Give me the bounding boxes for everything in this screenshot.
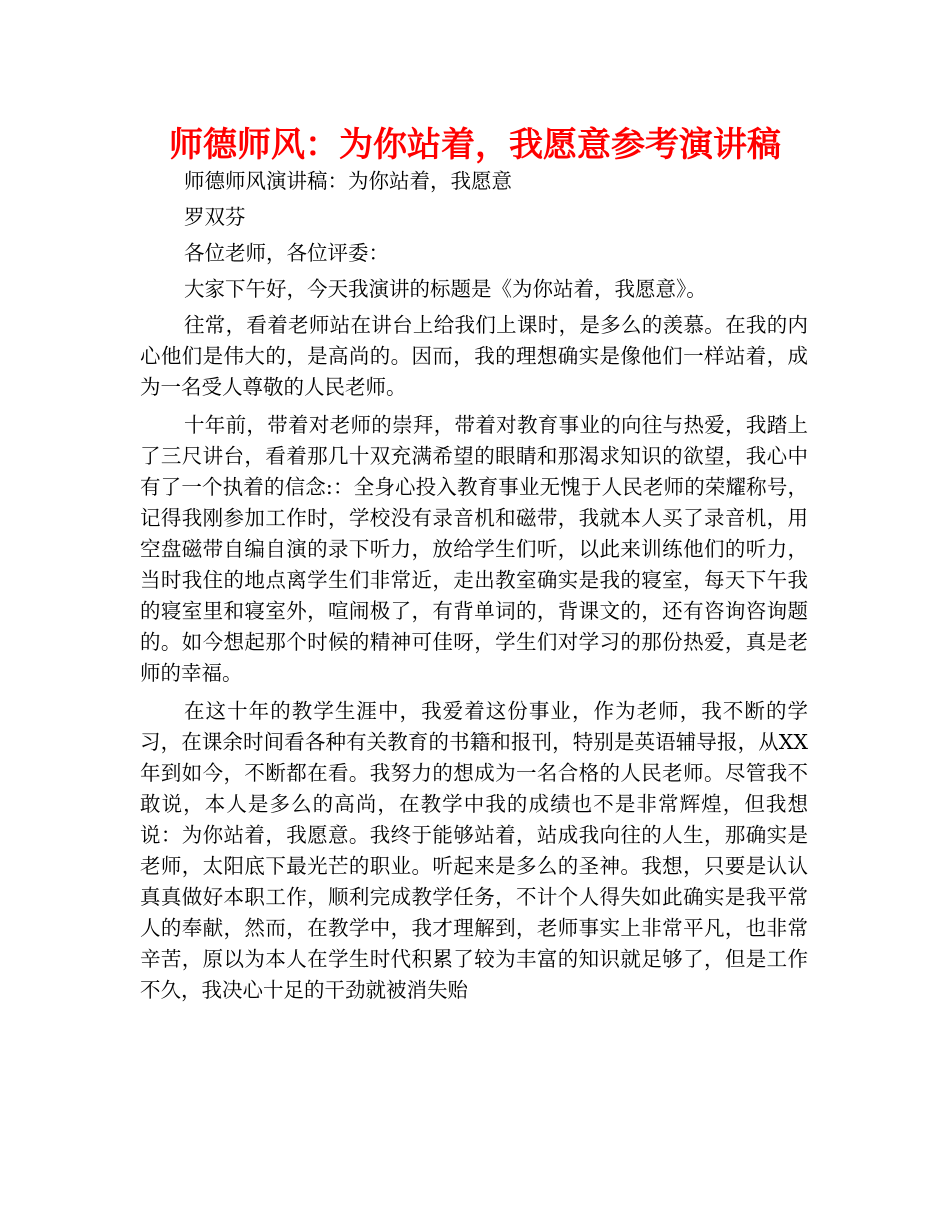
speech-subtitle: 师德师风演讲稿：为你站着，我愿意 bbox=[184, 169, 512, 193]
body-paragraph: 往常，看着老师站在讲台上给我们上课时，是多么的羡慕。在我的内心他们是伟大的，是高尚的。因而，我的理想确实是像他们一样站着，成为一名受人尊敬的人民老师。 bbox=[140, 313, 808, 399]
greeting-paragraph: 大家下午好，今天我演讲的标题是《为你站着，我愿意》。 bbox=[184, 277, 707, 301]
body-paragraph: 在这十年的教学生涯中，我爱着这份事业，作为老师，我不断的学习，在课余时间看各种有关教育的书籍和报刊，特别是英语辅导报，从XX年到如今，不断都在看。我努力的想成为一名合格的人民老师。尽管我不敢说，本人是多么的高尚，在教学中我的成绩也不是非常辉煌，但我想说：为你站着，我愿意。我终于能够站着，站成我向往的人生，那确实是老师，太阳底下最光芒的职业。听起来是多么的圣神。我想，只要是认认真真做好本职工作，顺利完成教学任务，不计个人得失如此确实是我平常人的奉献，然而，在教学中，我才理解到，老师事实上非常平凡，也非常辛苦，原以为本人在学生时代积累了较为丰富的知识就足够了，但是工作不久，我决心十足的干劲就被消失贻 bbox=[140, 699, 808, 1002]
document-title: 师德师风：为你站着，我愿意参考演讲稿 bbox=[169, 125, 781, 165]
document-body bbox=[140, 166, 808, 1013]
author-name: 罗双芬 bbox=[184, 205, 246, 229]
body-paragraph: 十年前，带着对老师的崇拜，带着对教育事业的向往与热爱，我踏上了三尺讲台，看着那几十双充满希望的眼睛和那渴求知识的欲望，我心中有了一个执着的信念:：全身心投入教育事业无愧于人民老师的荣耀称号，记得我刚参加工作时，学校没有录音机和磁带，我就本人买了录音机，用空盘磁带自编自演的录下听力，放给学生们听，以此来训练他们的听力，当时我住的地点离学生们非常近，走出教室确实是我的寝室，每天下午我的寝室里和寝室外，喧闹极了，有背单词的，背课文的，还有咨询咨询题的。如今想起那个时候的精神可佳呀，学生们对学习的那份热爱，真是老师的幸福。 bbox=[140, 413, 808, 685]
salutation: 各位老师，各位评委： bbox=[184, 241, 389, 265]
